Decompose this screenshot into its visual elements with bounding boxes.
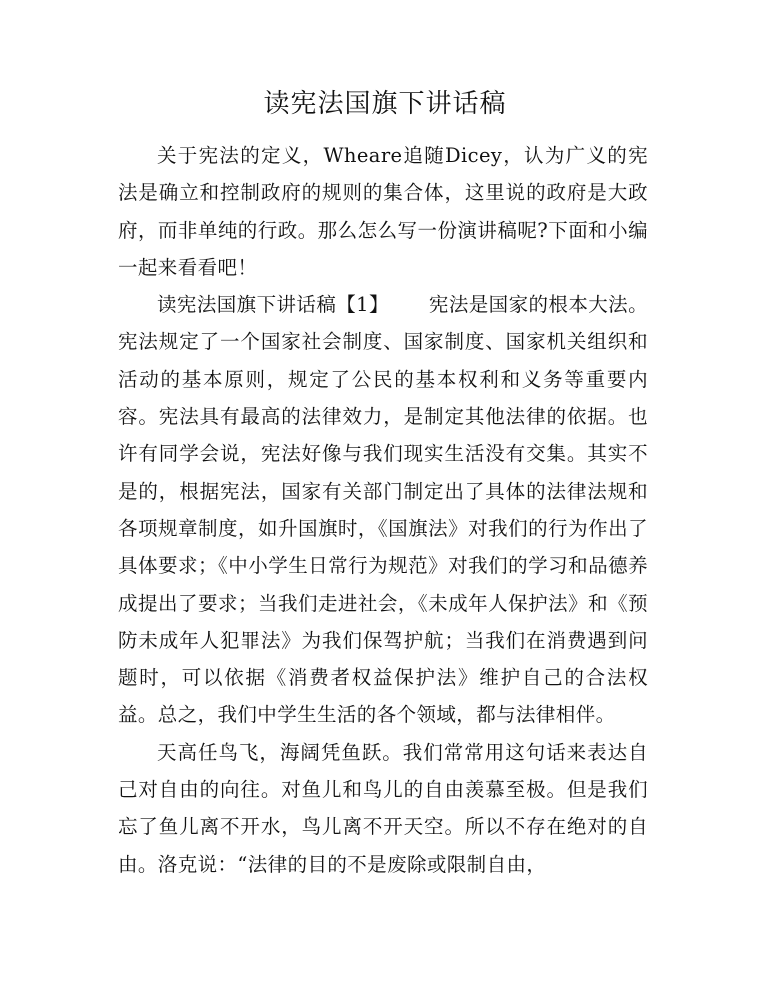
- section-heading: 读宪法国旗下讲话稿【1】: [157, 293, 389, 317]
- document-body: [118, 137, 648, 883]
- paragraph-intro: 关于宪法的定义，Wheare追随Dicey，认为广义的宪法是确立和控制政府的规则的集合体，这里说的政府是大政府，而非单纯的行政。那么怎么写一份演讲稿呢?下面和小编一起来看看吧！: [118, 144, 648, 279]
- document-title: 读宪法国旗下讲话稿: [263, 89, 507, 119]
- paragraph-freedom: 天高任鸟飞，海阔凭鱼跃。我们常常用这句话来表达自己对自由的向往。对鱼儿和鸟儿的自由羡慕至极。但是我们忘了鱼儿离不开水，鸟儿离不开天空。所以不存在绝对的自由。洛克说：“法律的目的不是废除或限制自由，: [118, 740, 648, 876]
- section-1-text: 宪法是国家的根本大法。宪法规定了一个国家社会制度、国家制度、国家机关组织和活动的基本原则，规定了公民的基本权利和义务等重要内容。宪法具有最高的法律效力，是制定其他法律的依据。也许有同学会说，宪法好像与我们现实生活没有交集。其实不是的，根据宪法，国家有关部门制定出了具体的法律法规和各项规章制度，如升国旗时，《国旗法》对我们的行为作出了具体要求；《中小学生日常行为规范》对我们的学习和品德养成提出了要求；当我们走进社会，《未成年人保护法》和《预防未成年人犯罪法》为我们保驾护航；当我们在消费遇到问题时，可以依据《消费者权益保护法》维护自己的合法权益。总之，我们中学生生活的各个领域，都与法律相伴。: [118, 293, 648, 727]
- paragraph-section-1: [118, 286, 648, 734]
